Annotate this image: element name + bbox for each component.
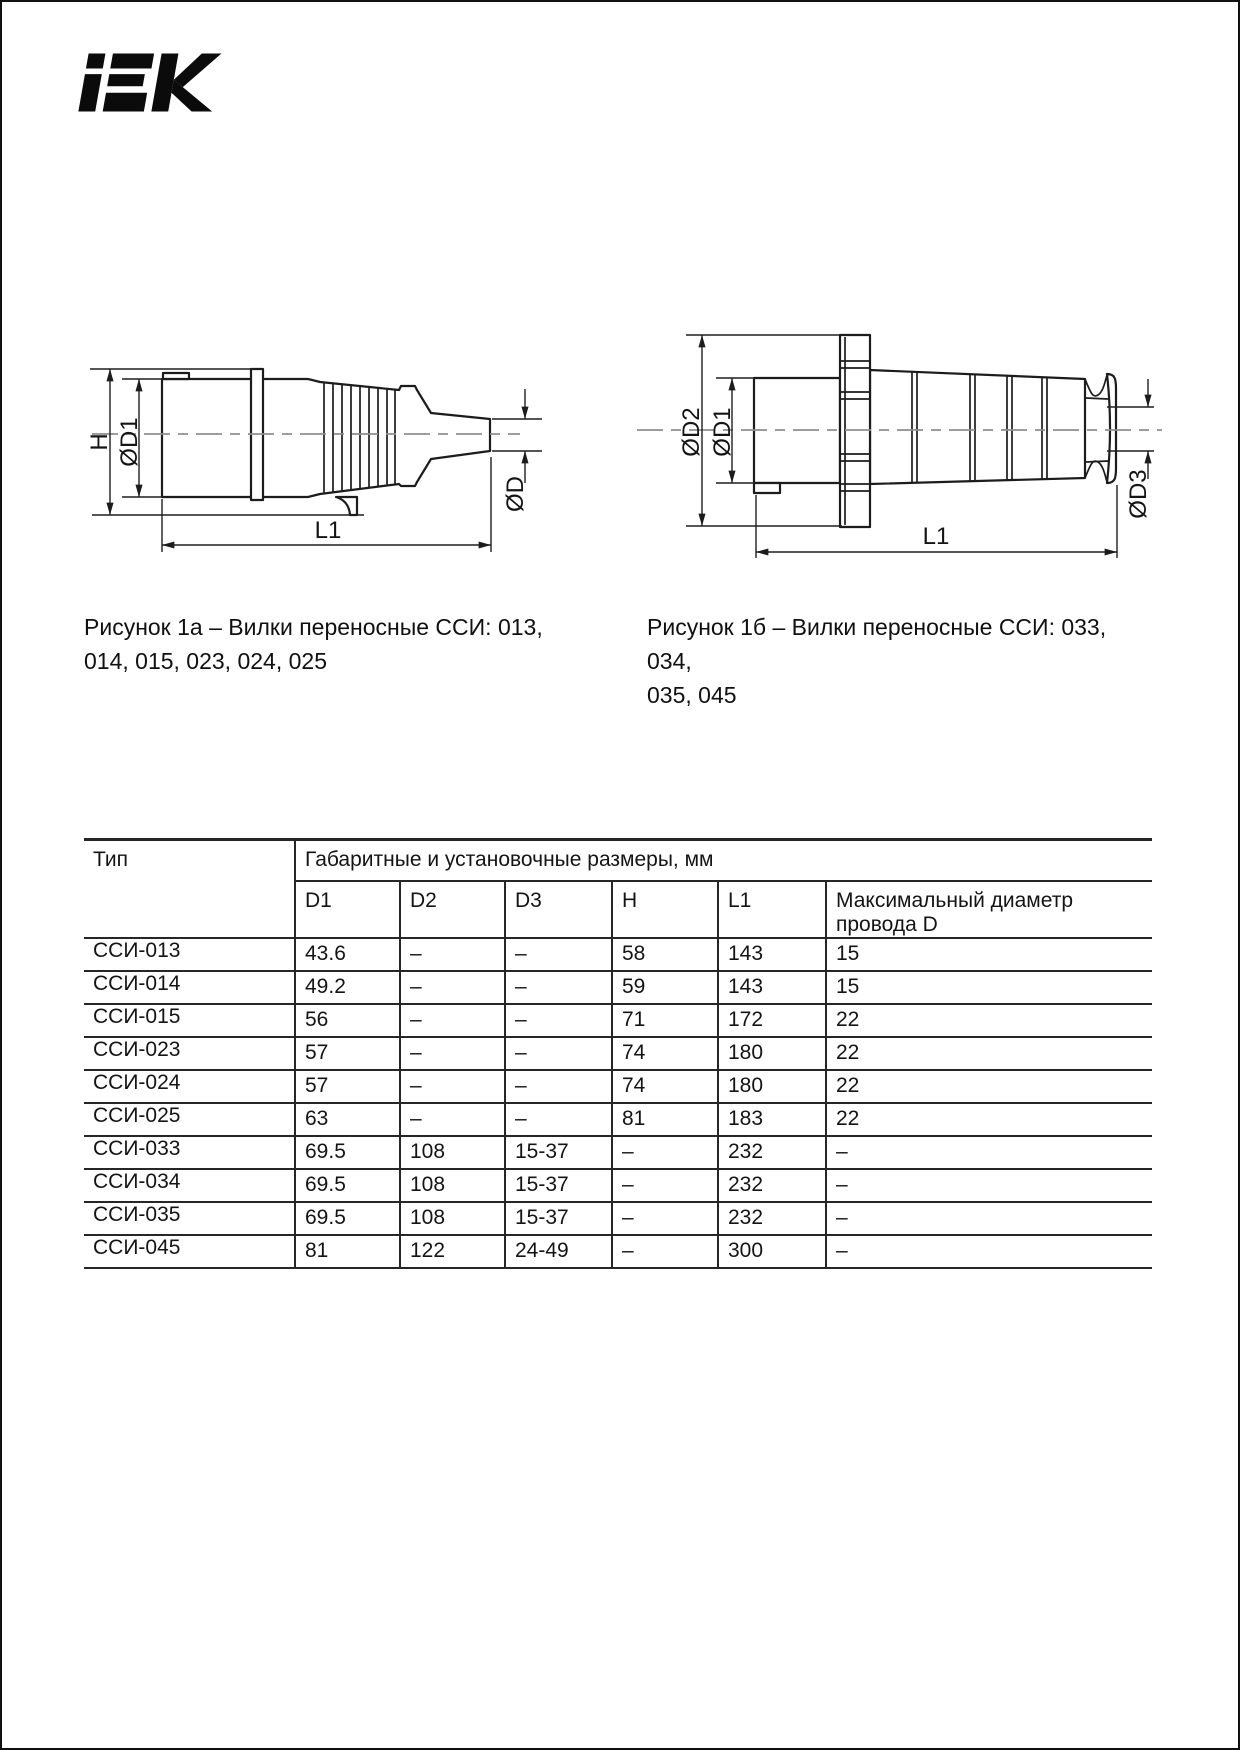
value-cell: 43.6	[295, 938, 400, 971]
figure-1a-caption	[84, 610, 554, 678]
dim-label-l1-1a: L1	[314, 517, 342, 544]
value-cell: 232	[718, 1202, 826, 1235]
plug-latch-tab-1a	[163, 373, 189, 379]
value-cell: 22	[826, 1004, 1152, 1037]
type-cell: ССИ-045	[84, 1235, 295, 1268]
value-cell: 69.5	[295, 1136, 400, 1169]
figure-1a-drawing	[62, 292, 622, 592]
value-cell: 108	[400, 1136, 505, 1169]
value-cell: 143	[718, 938, 826, 971]
dim-label-d: ØD	[502, 476, 529, 512]
type-cell: ССИ-024	[84, 1070, 295, 1103]
value-cell: –	[826, 1169, 1152, 1202]
value-cell: 108	[400, 1169, 505, 1202]
table-row	[84, 938, 1152, 971]
dimension-d1-1a	[116, 379, 162, 497]
value-cell: 232	[718, 1136, 826, 1169]
plug-body-1a	[92, 369, 520, 515]
value-cell: 49.2	[295, 971, 400, 1004]
figure-1a-caption-line1: Рисунок 1а – Вилки переносные ССИ: 013,	[84, 614, 543, 640]
value-cell: –	[505, 1070, 612, 1103]
table-row	[84, 1037, 1152, 1070]
value-cell: –	[400, 1037, 505, 1070]
value-cell: 180	[718, 1070, 826, 1103]
type-cell: ССИ-034	[84, 1169, 295, 1202]
value-cell: –	[505, 971, 612, 1004]
value-cell: 71	[612, 1004, 718, 1037]
type-cell: ССИ-035	[84, 1202, 295, 1235]
value-cell: 59	[612, 971, 718, 1004]
value-cell: 15-37	[505, 1202, 612, 1235]
figure-1b-drawing	[602, 282, 1182, 582]
dim-label-l1-1b: L1	[922, 523, 950, 550]
value-cell: 24-49	[505, 1235, 612, 1268]
value-cell: 74	[612, 1037, 718, 1070]
type-cell: ССИ-023	[84, 1037, 295, 1070]
dim-label-h: H	[86, 433, 113, 451]
value-cell: 15	[826, 938, 1152, 971]
type-cell: ССИ-015	[84, 1004, 295, 1037]
figure-1a-caption-line2: 014, 015, 023, 024, 025	[84, 648, 327, 674]
column-header-type: Тип	[93, 848, 129, 871]
dim-label-d3: ØD3	[1125, 469, 1152, 519]
value-cell: 172	[718, 1004, 826, 1037]
value-cell: 183	[718, 1103, 826, 1136]
value-cell: 69.5	[295, 1169, 400, 1202]
table-row	[84, 1004, 1152, 1037]
value-cell: –	[612, 1235, 718, 1268]
value-cell: –	[505, 1037, 612, 1070]
value-cell: –	[612, 1202, 718, 1235]
bell-mouth-1b	[1085, 374, 1116, 483]
table-body	[84, 938, 1152, 1268]
value-cell: 69.5	[295, 1202, 400, 1235]
column-header-h: H	[612, 881, 718, 938]
figure-1b-caption-line1: Рисунок 1б – Вилки переносные ССИ: 033, 034,	[647, 614, 1107, 674]
value-cell: 22	[826, 1103, 1152, 1136]
value-cell: 81	[612, 1103, 718, 1136]
figure-1b-caption	[647, 610, 1147, 712]
column-header-max-wire-diameter: Максимальный диаметр провода D	[826, 881, 1152, 938]
dim-label-d1-1a: ØD1	[116, 417, 143, 467]
table-row	[84, 1169, 1152, 1202]
table-row	[84, 1136, 1152, 1169]
figure-1b-caption-line2: 035, 045	[647, 682, 737, 708]
type-cell: ССИ-025	[84, 1103, 295, 1136]
value-cell: –	[400, 971, 505, 1004]
column-header-d1: D1	[295, 881, 400, 938]
column-header-l1: L1	[718, 881, 826, 938]
table-row	[84, 1070, 1152, 1103]
value-cell: –	[612, 1169, 718, 1202]
dimensions-table-head	[84, 840, 1152, 938]
value-cell: 22	[826, 1037, 1152, 1070]
type-cell: ССИ-014	[84, 971, 295, 1004]
plug-foot-1b	[754, 483, 780, 493]
type-cell: ССИ-033	[84, 1136, 295, 1169]
value-cell: –	[505, 938, 612, 971]
group-header-dimensions: Габаритные и установочные размеры, мм	[295, 840, 1152, 881]
type-cell: ССИ-013	[84, 938, 295, 971]
value-cell: 108	[400, 1202, 505, 1235]
value-cell: 81	[295, 1235, 400, 1268]
plug-flange-1b	[840, 335, 870, 527]
dimension-d	[492, 389, 542, 512]
value-cell: –	[826, 1235, 1152, 1268]
plug-hook-1a	[336, 497, 357, 515]
plug-cone-1b	[870, 370, 1085, 484]
value-cell: –	[400, 938, 505, 971]
table-row	[84, 1103, 1152, 1136]
value-cell: 232	[718, 1169, 826, 1202]
value-cell: 122	[400, 1235, 505, 1268]
value-cell: 22	[826, 1070, 1152, 1103]
value-cell: 300	[718, 1235, 826, 1268]
value-cell: 15	[826, 971, 1152, 1004]
value-cell: 57	[295, 1037, 400, 1070]
value-cell: 143	[718, 971, 826, 1004]
value-cell: –	[612, 1136, 718, 1169]
column-header-d3: D3	[505, 881, 612, 938]
value-cell: 74	[612, 1070, 718, 1103]
dimension-l1-1b	[756, 485, 1117, 558]
value-cell: –	[400, 1004, 505, 1037]
value-cell: –	[400, 1103, 505, 1136]
iek-logo	[72, 46, 222, 119]
table-row	[84, 1202, 1152, 1235]
iek-logo-letters	[78, 53, 222, 111]
dim-label-d2: ØD2	[678, 407, 705, 457]
column-header-d2: D2	[400, 881, 505, 938]
value-cell: 63	[295, 1103, 400, 1136]
value-cell: –	[826, 1202, 1152, 1235]
value-cell: 56	[295, 1004, 400, 1037]
value-cell: –	[826, 1136, 1152, 1169]
value-cell: 58	[612, 938, 718, 971]
table-row	[84, 971, 1152, 1004]
table-row	[84, 1235, 1152, 1268]
value-cell: –	[400, 1070, 505, 1103]
value-cell: 180	[718, 1037, 826, 1070]
dim-label-d1-1b: ØD1	[709, 407, 736, 457]
value-cell: 15-37	[505, 1136, 612, 1169]
value-cell: –	[505, 1103, 612, 1136]
value-cell: 57	[295, 1070, 400, 1103]
dimensions-table	[84, 838, 1152, 1269]
value-cell: 15-37	[505, 1169, 612, 1202]
value-cell: –	[505, 1004, 612, 1037]
